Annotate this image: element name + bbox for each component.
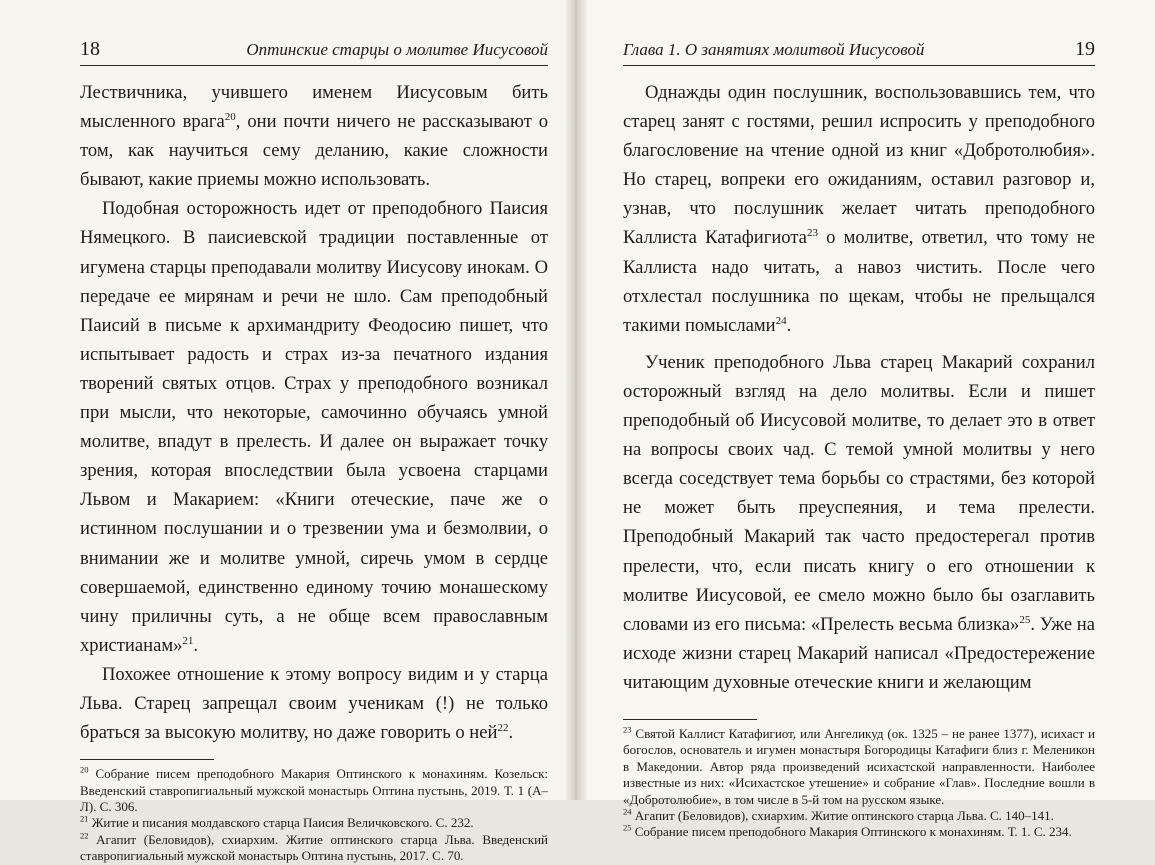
footnote-ref[interactable]: 22 [497, 721, 509, 734]
paragraph: Ученик преподобного Льва старец Макарий сохранил осторожный взгляд на дело молитвы. Если и пишет преподобный об Иисусовой молитве, то делает это в ответ на вопросы своих чад. С темой умной молитвы у него всегда соседствует тема борьбы со страстями, без которой не может быть преуспеяния, и тема прелести. Преподобный Макарий так часто предостерегал против прелести, что, если писать книгу о его отношении к молитве Иисусовой, ее смело можно было бы озаглавить словами из его письма: «Прелесть весьма близка»$^{25}$. Уже на исходе жизни старец Макарий написал «Предостережение читающим духовные отеческие книги и желающим [623, 351, 1095, 693]
right-running-head [623, 38, 1095, 66]
page-number: 19 [1075, 38, 1095, 60]
left-page [0, 0, 574, 864]
running-title: Глава 1. О занятиях молитвой Иисусовой [623, 40, 925, 59]
footnote: $^{20}$ Собрание писем преподобного Макария Оптинского к монахиням. Козельск: Введенский ставропигиальный мужской монастырь Оптина пустынь, 2019. Т. 1 (А–Л). С. 306. [80, 764, 549, 814]
right-body-text [623, 78, 1095, 697]
footnote-divider [623, 719, 757, 720]
paragraph: Подобная осторожность идет от преподобного Паисия Нямецкого. В паисиевской традиции поставленные от игумена старцы преподавали молитву Иисусову инокам. О передаче ее мирянам и речи не шло. Сам преподобный Паисий в письме к архимандриту Феодосию пишет, что испытывает радость и страх из-за печатного издания творений святых отцов. Страх у преподобного возникал при мысли, что некоторые, самочинно обучаясь умной молитве, впадут в прелесть. И далее он выражает точку зрения, которая впоследствии была усвоена старцами Львом и Макарием: «Книги отеческие, паче же о истинном послушании и о трезвении ума и безмолвии, о внимании же и молитве умной, сиречь умом в сердце совершаемой, единственно единому точию монашескому чину приличны суть, а не обще всем православным христианам»$^{21}$. [80, 198, 548, 656]
footnote: $^{21}$ Житие и писания молдавского старца Паисия Величковского. С. 232. [80, 814, 474, 831]
page-number: 18 [80, 38, 100, 60]
footnote: $^{23}$ Святой Каллист Катафигиот, или Ангеликуд (ок. 1325 – не ранее 1377), исихаст и богослов, основатель и игумен монастыря Богородицы Катафиги близ г. Меленикон в Македонии. Автор ряда произведений исихастской направленности. Наиболее известные из них: «Исихастское утешение» и собрание «Глав». Последние вошли в «Добротолюбие», в том числе в 5-й том на русском языке. [623, 724, 1095, 807]
right-footnotes [623, 726, 1095, 841]
paragraph: Похожее отношение к этому вопросу видим и у старца Льва. Старец запрещал своим ученикам (!) не только браться за высокую молитву, но даже говорить о ней$^{22}$. [80, 663, 548, 744]
left-body-text [80, 78, 548, 747]
running-title: Оптинские старцы о молитве Иисусовой [246, 40, 548, 59]
footnote-ref[interactable]: 23 [806, 227, 818, 240]
footnote-ref[interactable]: 25 [1019, 613, 1031, 626]
footnote-ref[interactable]: 21 [182, 634, 194, 647]
footnote-ref[interactable]: 20 [224, 110, 236, 123]
left-running-head [80, 38, 548, 66]
left-footnotes [80, 766, 548, 864]
footnote: $^{22}$ Агапит (Беловидов), схиархим. Житие оптинского старца Льва. Введенский ставропигиальный мужской монастырь Оптина пустынь, 2017. С. 70. [80, 830, 548, 864]
paragraph: Лествичника, учившего именем Иисусовым бить мысленного врага$^{20}$, они почти ничего не рассказывают о том, как научиться сему деланию, какие сложности бывают, какие приемы можно использовать. [80, 82, 549, 191]
footnote-ref[interactable]: 24 [775, 314, 787, 327]
footnote: $^{25}$ Собрание писем преподобного Макария Оптинского к монахиням. Т. 1. С. 234. [623, 823, 1072, 840]
footnote-divider [80, 759, 214, 760]
book-gutter [565, 0, 587, 800]
right-page [579, 0, 1155, 840]
paragraph: Однажды один послушник, воспользовавшись тем, что старец занят с гостями, решил испросить у преподобного благословение на чтение одной из книг «Добротолюбия». Но старец, вопреки его ожиданиям, оставил разговор и, узнав, что послушник желает читать преподобного Каллиста Катафигиота$^{23}$ о молитве, ответил, что тому не Каллиста надо читать, а навоз чистить. После чего отхлестал послушника по щекам, чтобы не прельщался такими помыслами$^{24}$. [623, 82, 1096, 336]
footnote: $^{24}$ Агапит (Беловидов), схиархим. Житие оптинского старца Льва. С. 140–141. [623, 806, 1054, 823]
